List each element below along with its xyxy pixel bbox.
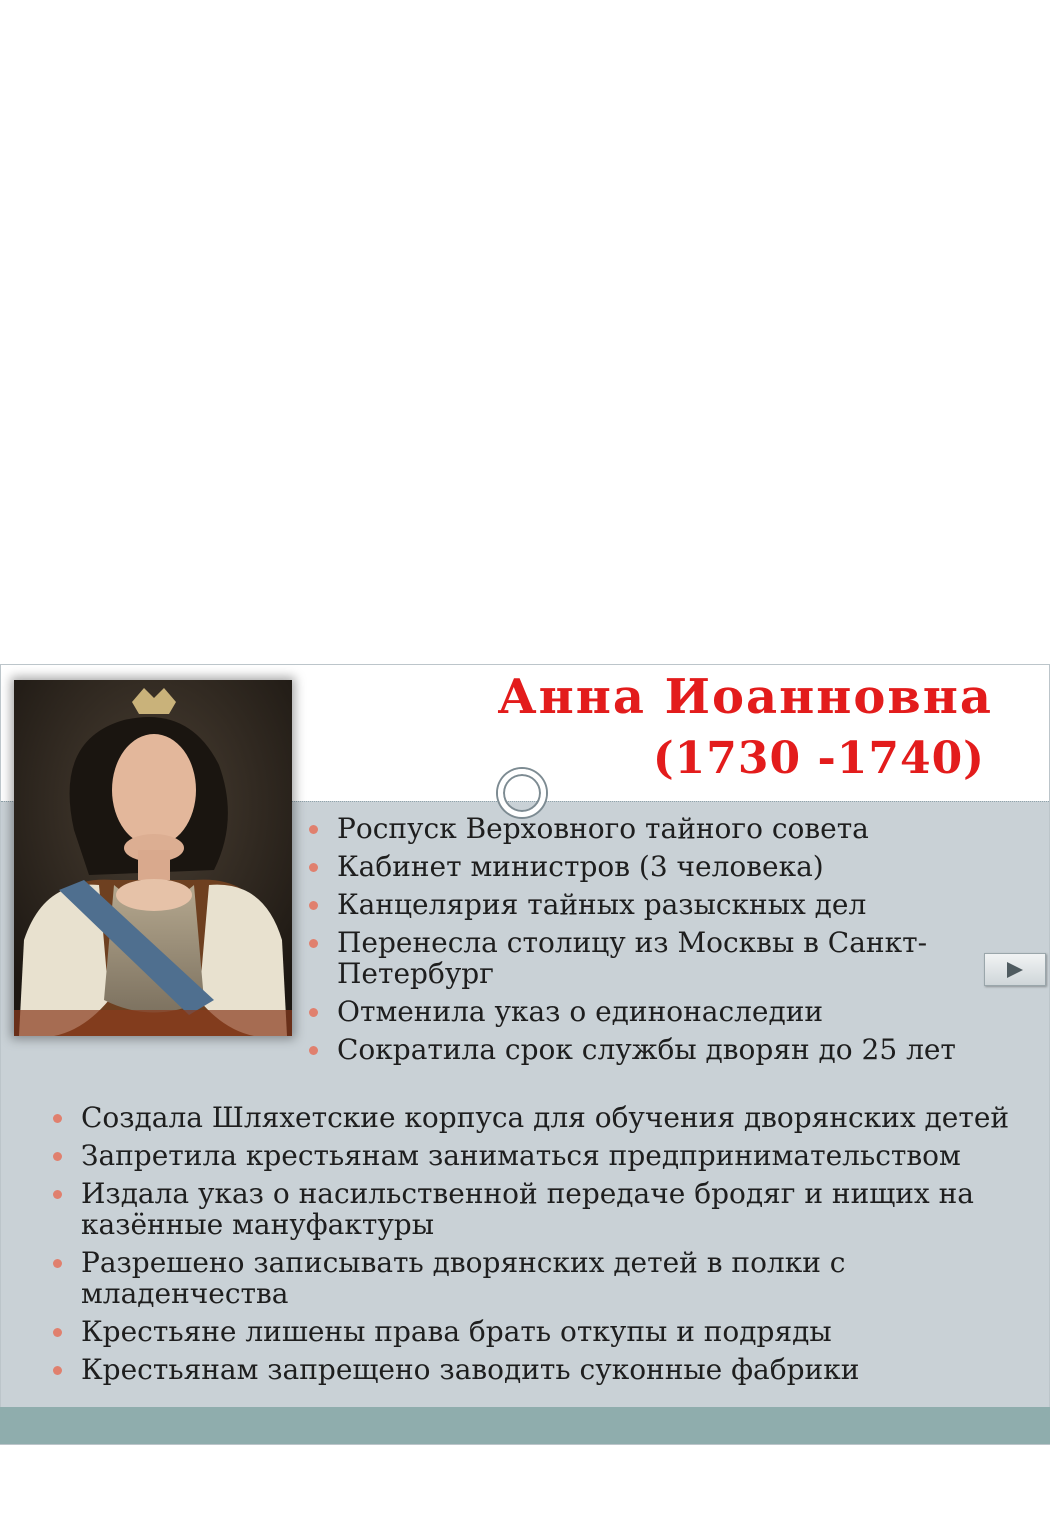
play-triangle-icon xyxy=(1007,962,1023,978)
list-item: Крестьянам запрещено заводить суконные фабрики xyxy=(51,1354,1031,1385)
list-item: Сократила срок службы дворян до 25 лет xyxy=(307,1034,997,1065)
list-item: Кабинет министров (3 человека) xyxy=(307,851,997,882)
list-item: Запретила крестьянам заниматься предпринимательством xyxy=(51,1140,1031,1171)
list-item: Создала Шляхетские корпуса для обучения дворянских детей xyxy=(51,1102,1031,1133)
footer-bar xyxy=(0,1407,1050,1444)
list-item: Крестьяне лишены права брать откупы и подряды xyxy=(51,1316,1031,1347)
slide-title: Анна Иоанновна xyxy=(497,669,993,725)
list-item: Перенесла столицу из Москвы в Санкт-Петербург xyxy=(307,927,997,989)
list-item: Отменила указ о единонаследии xyxy=(307,996,997,1027)
bottom-bullet-list xyxy=(51,1102,1031,1392)
circle-ring-icon xyxy=(498,769,546,817)
list-item: Издала указ о насильственной передаче бродяг и нищих на казённые мануфактуры xyxy=(51,1178,1031,1240)
next-slide-button[interactable] xyxy=(984,953,1046,986)
list-item: Роспуск Верховного тайного совета xyxy=(307,813,997,844)
portrait-image xyxy=(14,680,292,1036)
list-item: Разрешено записывать дворянских детей в полки с младенчества xyxy=(51,1247,1031,1309)
slide-years: (1730 -1740) xyxy=(652,733,985,784)
top-bullet-list xyxy=(307,813,997,1072)
slide xyxy=(0,664,1050,1445)
list-item: Канцелярия тайных разыскных дел xyxy=(307,889,997,920)
